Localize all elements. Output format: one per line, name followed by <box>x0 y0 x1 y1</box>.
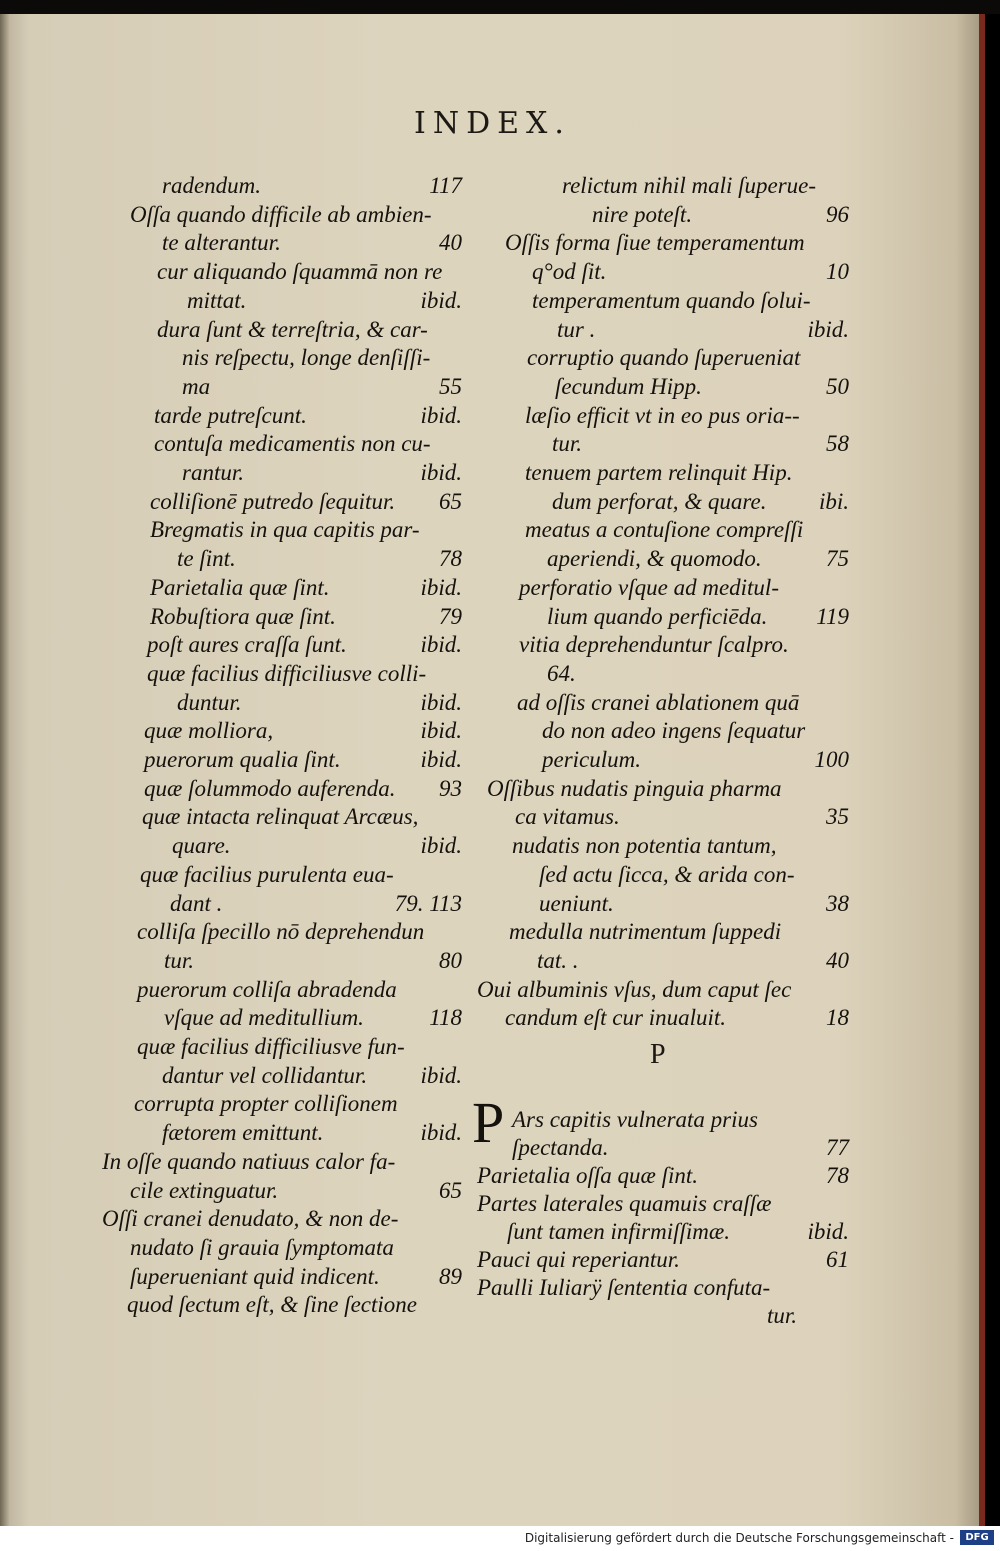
index-entry <box>477 1302 849 1330</box>
index-entry-text: Paulli Iuliarÿ ſententia confuta- <box>477 1275 771 1300</box>
index-entry <box>102 803 462 831</box>
index-entry-text: nis reſpectu, longe denſiſſi- <box>182 345 431 371</box>
index-column-left <box>102 162 462 1332</box>
index-entry <box>477 430 849 458</box>
index-entry <box>102 373 462 401</box>
index-entry-text: Ars capitis vulnerata prius <box>512 1107 758 1132</box>
index-entry-page-ref: ibid. <box>420 632 462 658</box>
page-right-edge <box>979 14 985 1526</box>
index-entry <box>477 660 849 688</box>
index-entry <box>477 947 849 975</box>
index-entry-page-ref: 55 <box>439 373 462 399</box>
index-entry <box>102 689 462 717</box>
index-entry <box>102 1291 462 1319</box>
index-entry-page-ref: ibid. <box>420 1062 462 1088</box>
index-entry-text: mittat. <box>187 287 247 313</box>
index-entry-page-ref: 40 <box>439 230 462 256</box>
index-entry-text: tarde putreſcunt. <box>154 402 307 428</box>
index-entry-page-ref: 119 <box>816 603 849 629</box>
index-entry-text: tur . <box>557 316 596 342</box>
index-entry <box>102 229 462 257</box>
index-entry-page-ref: 100 <box>814 747 849 772</box>
index-entry <box>102 574 462 602</box>
index-entry-text: quod ſectum eſt, & ſine ſectione <box>127 1292 417 1318</box>
index-entry-page-ref: ibi. <box>818 488 849 514</box>
index-entry <box>477 1106 849 1134</box>
index-entry-page-ref: ibid. <box>420 747 462 772</box>
index-entry <box>102 430 462 458</box>
index-entry <box>477 459 849 487</box>
index-entry-text: Bregmatis in qua capitis par- <box>150 517 420 543</box>
index-entry-page-ref: 75 <box>826 546 849 572</box>
book-page <box>0 14 985 1526</box>
index-column-right <box>477 162 849 1332</box>
index-entry <box>477 172 849 200</box>
index-entry-page-ref: 80 <box>439 947 462 973</box>
index-entry-page-ref: 89 <box>439 1263 462 1289</box>
page-title: INDEX. <box>414 106 571 141</box>
index-entry-text: meatus a contuſione compreſſi <box>525 517 804 543</box>
dfg-logo: DFG <box>960 1530 994 1545</box>
index-entry <box>102 947 462 975</box>
index-entry <box>477 516 849 544</box>
index-entry-text: Oſſi cranei denudato, & non de- <box>102 1206 399 1232</box>
index-entry <box>477 258 849 286</box>
index-entry-text: nudato ſi grauia ſymptomata <box>130 1234 394 1260</box>
index-entry-page-ref: ibid. <box>420 1120 462 1146</box>
index-entry <box>102 918 462 946</box>
index-entry-text: colliſa ſpecillo nō deprehendun <box>137 919 425 945</box>
index-entry-text: ſed actu ſicca, & arida con- <box>539 861 795 887</box>
index-entry-page-ref: ibid. <box>420 833 462 859</box>
index-entry <box>477 976 849 1004</box>
index-entry-text: cur aliquando ſquammā non re <box>157 259 443 285</box>
index-entry <box>477 631 849 659</box>
index-entry <box>477 1004 849 1032</box>
index-entry-text: ma <box>182 373 211 399</box>
index-entry-text: do non adeo ingens ſequatur <box>542 718 806 744</box>
index-entry-page-ref: 93 <box>439 775 462 801</box>
index-entry-page-ref: 50 <box>826 373 849 399</box>
index-entry-page-ref: ibid. <box>807 1219 849 1244</box>
index-entry <box>477 287 849 315</box>
index-entry-text: quæ facilius difficiliusve colli- <box>147 660 427 686</box>
index-entry <box>102 1033 462 1061</box>
index-entry-text: candum eſt cur inualuit. <box>505 1005 727 1031</box>
index-entry-page-ref: ibid. <box>420 460 462 485</box>
index-entry-page-ref: 79. 113 <box>394 890 462 916</box>
index-entry-text: dant . <box>170 890 223 916</box>
index-entry-text: tur. <box>164 947 195 973</box>
index-entry-text: ca vitamus. <box>515 804 620 830</box>
index-entry-text: quæ facilius difficiliusve fun- <box>137 1034 405 1059</box>
index-entry-text: q°od ſit. <box>532 259 607 285</box>
index-entry-text: vſque ad meditullium. <box>164 1005 364 1031</box>
index-entry <box>102 1148 462 1176</box>
index-entry-page-ref: 77 <box>826 1135 849 1160</box>
index-entry-page-ref: 96 <box>826 201 849 227</box>
index-entry-page-ref: ibid. <box>420 402 462 428</box>
index-entry <box>477 402 849 430</box>
index-entry <box>102 1205 462 1233</box>
index-entry-page-ref: 117 <box>429 173 462 198</box>
index-entry-page-ref: 78 <box>826 1163 849 1188</box>
index-entry-text: duntur. <box>177 689 242 715</box>
index-entry-text: ſuperueniant quid indicent. <box>130 1263 380 1289</box>
index-entry <box>102 660 462 688</box>
index-entry <box>477 201 849 229</box>
index-entry-page-ref: 65 <box>439 488 462 514</box>
index-entry-page-ref: 78 <box>439 546 462 572</box>
index-entry <box>102 861 462 889</box>
index-entry-text: medulla nutrimentum ſuppedi <box>509 919 782 945</box>
index-entry <box>477 1274 849 1302</box>
index-entry <box>102 201 462 229</box>
section-letter: P <box>650 1039 666 1070</box>
index-entry-text: perforatio vſque ad meditul- <box>519 574 779 600</box>
index-entry <box>102 459 462 487</box>
index-entry-text: ſecundum Hipp. <box>555 373 702 399</box>
footer-bar <box>0 1526 1000 1551</box>
index-entry <box>477 918 849 946</box>
index-entry-text: radendum. <box>162 173 262 198</box>
index-entry <box>102 746 462 774</box>
index-entry-text: tat. . <box>537 947 579 973</box>
index-entry-page-ref: ibid. <box>807 316 849 342</box>
index-entry-text: Oſſibus nudatis pinguia pharma <box>487 775 782 801</box>
index-entry-text: lium quando perficiēda. <box>547 603 768 629</box>
index-entry-text: corruptio quando ſuperueniat <box>527 345 801 371</box>
index-entry-text: puerorum qualia ſint. <box>144 747 341 772</box>
index-entry-text: Oui albuminis vſus, dum caput ſec <box>477 976 792 1002</box>
index-entry-text: cile extinguatur. <box>130 1177 279 1203</box>
index-entry-text: nire poteſt. <box>592 201 693 227</box>
index-entry-text: puerorum colliſa abradenda <box>137 976 397 1002</box>
index-entry <box>477 1134 849 1162</box>
index-entry <box>102 890 462 918</box>
index-entry <box>477 746 849 774</box>
index-entry <box>477 1246 849 1274</box>
index-entry <box>102 344 462 372</box>
index-entry <box>102 287 462 315</box>
index-entry-text: fætorem emittunt. <box>162 1120 324 1146</box>
index-entry <box>102 258 462 286</box>
index-entry <box>477 373 849 401</box>
index-entry <box>102 1234 462 1262</box>
index-entry-page-ref: 35 <box>826 804 849 830</box>
index-entry-text: ſpectanda. <box>512 1135 609 1160</box>
index-entry-text: poſt aures craſſa ſunt. <box>147 632 347 658</box>
index-entry-page-ref: 79 <box>439 603 462 629</box>
index-entry <box>102 172 462 200</box>
index-entry <box>102 1062 462 1090</box>
index-entry-page-ref: ibid. <box>420 689 462 715</box>
index-entry <box>477 488 849 516</box>
index-entry-text: In oſſe quando natiuus calor fa- <box>102 1148 396 1174</box>
index-entry-text: Parietalia quæ ſint. <box>150 574 330 600</box>
index-entry-page-ref: ibid. <box>420 718 462 744</box>
index-entry-text: ad oſſis cranei ablationem quā <box>517 689 800 715</box>
index-entry-text: rantur. <box>182 460 244 485</box>
index-entry-page-ref: 10 <box>826 259 849 285</box>
index-entry <box>102 1263 462 1291</box>
index-entry-text: te ſint. <box>177 546 236 572</box>
index-entry-page-ref: 58 <box>826 431 849 457</box>
index-entry-page-ref: ibid. <box>420 287 462 313</box>
index-entry-page-ref: 38 <box>826 890 849 916</box>
index-entry-text: dantur vel collidantur. <box>162 1062 368 1088</box>
index-entry-text: nudatis non potentia tantum, <box>512 833 777 859</box>
index-entry <box>477 717 849 745</box>
index-entry-text: periculum. <box>542 747 642 772</box>
index-entry-text: temperamentum quando ſolui- <box>532 287 811 313</box>
index-entry-page-ref: ibid. <box>420 574 462 600</box>
index-entry-text: contuſa medicamentis non cu- <box>154 431 431 457</box>
index-entry-page-ref: 61 <box>826 1247 849 1272</box>
index-entry-page-ref: 18 <box>826 1005 849 1031</box>
index-entry-text: quare. <box>172 833 231 859</box>
index-entry <box>102 603 462 631</box>
index-entry-text: dura ſunt & terreſtria, & car- <box>157 316 428 342</box>
index-entry-text: vitia deprehenduntur ſcalpro. <box>519 632 789 658</box>
index-entry <box>102 1119 462 1147</box>
scan-top-border <box>0 0 1000 14</box>
index-entry-text: læſio efficit vt in eo pus oria-- <box>525 402 800 428</box>
drop-cap-letter: P <box>472 1090 505 1155</box>
index-entry <box>102 1004 462 1032</box>
index-entry-text: tur. <box>552 431 583 457</box>
index-entry <box>477 603 849 631</box>
index-entry <box>477 775 849 803</box>
index-entry <box>477 344 849 372</box>
index-entry <box>477 1162 849 1190</box>
index-entry <box>477 316 849 344</box>
index-entry <box>102 775 462 803</box>
index-entry-text: relictum nihil mali ſuperue- <box>562 173 817 198</box>
index-entry <box>102 717 462 745</box>
index-entry-text: te alterantur. <box>162 230 281 256</box>
index-entry <box>477 1218 849 1246</box>
page-binding-edge <box>0 14 10 1526</box>
index-entry-text: Oſſis forma ſiue temperamentum <box>505 230 805 256</box>
index-entry-text: Oſſa quando difficile ab ambien- <box>130 201 432 227</box>
index-entry <box>102 976 462 1004</box>
index-entry-text: corrupta propter colliſionem <box>134 1091 398 1117</box>
index-entry <box>477 803 849 831</box>
index-entry-text: Partes laterales quamuis craſſæ <box>477 1191 772 1216</box>
index-entry <box>102 631 462 659</box>
index-entry-text: aperiendi, & quomodo. <box>547 546 762 572</box>
digitization-credit: Digitalisierung gefördert durch die Deutsche Forschungsgemeinschaft - <box>524 1531 954 1545</box>
index-entry-text: ueniunt. <box>539 890 614 916</box>
index-entry <box>477 545 849 573</box>
index-entry <box>477 890 849 918</box>
index-entry <box>102 1090 462 1118</box>
index-entry-text: Robuſtiora quæ ſint. <box>150 603 336 629</box>
index-entry-text: 64. <box>547 660 576 686</box>
index-entry <box>102 516 462 544</box>
index-entry <box>477 861 849 889</box>
index-entry-text: quæ intacta relinquat Arcæus, <box>142 804 419 830</box>
index-entry <box>477 689 849 717</box>
index-entry-text: quæ facilius purulenta eua- <box>140 861 394 887</box>
index-entry-text: quæ ſolummodo auferenda. <box>144 775 396 801</box>
index-entry <box>102 488 462 516</box>
index-entry-text: ſunt tamen infirmiſſimæ. <box>507 1219 730 1244</box>
index-entry-text: Parietalia oſſa quæ ſint. <box>477 1163 699 1188</box>
index-entry-text: Pauci qui reperiantur. <box>477 1247 680 1272</box>
index-entry-page-ref: 118 <box>429 1005 462 1031</box>
index-entry <box>102 402 462 430</box>
index-entry-text: tur. <box>767 1303 798 1328</box>
index-entry-text: quæ molliora, <box>144 718 274 744</box>
index-entry <box>102 545 462 573</box>
index-entry <box>102 316 462 344</box>
index-entry-text: colliſionē putredo ſequitur. <box>150 488 396 514</box>
index-entry <box>477 1190 849 1218</box>
index-entry <box>102 832 462 860</box>
index-entry-page-ref: 65 <box>439 1177 462 1203</box>
index-entry-page-ref: 40 <box>826 947 849 973</box>
index-entry-text: tenuem partem relinquit Hip. <box>525 460 793 485</box>
index-entry <box>102 1177 462 1205</box>
index-entry <box>477 229 849 257</box>
index-entry <box>477 574 849 602</box>
index-entry <box>477 832 849 860</box>
index-entry-text: dum perforat, & quare. <box>552 488 767 514</box>
